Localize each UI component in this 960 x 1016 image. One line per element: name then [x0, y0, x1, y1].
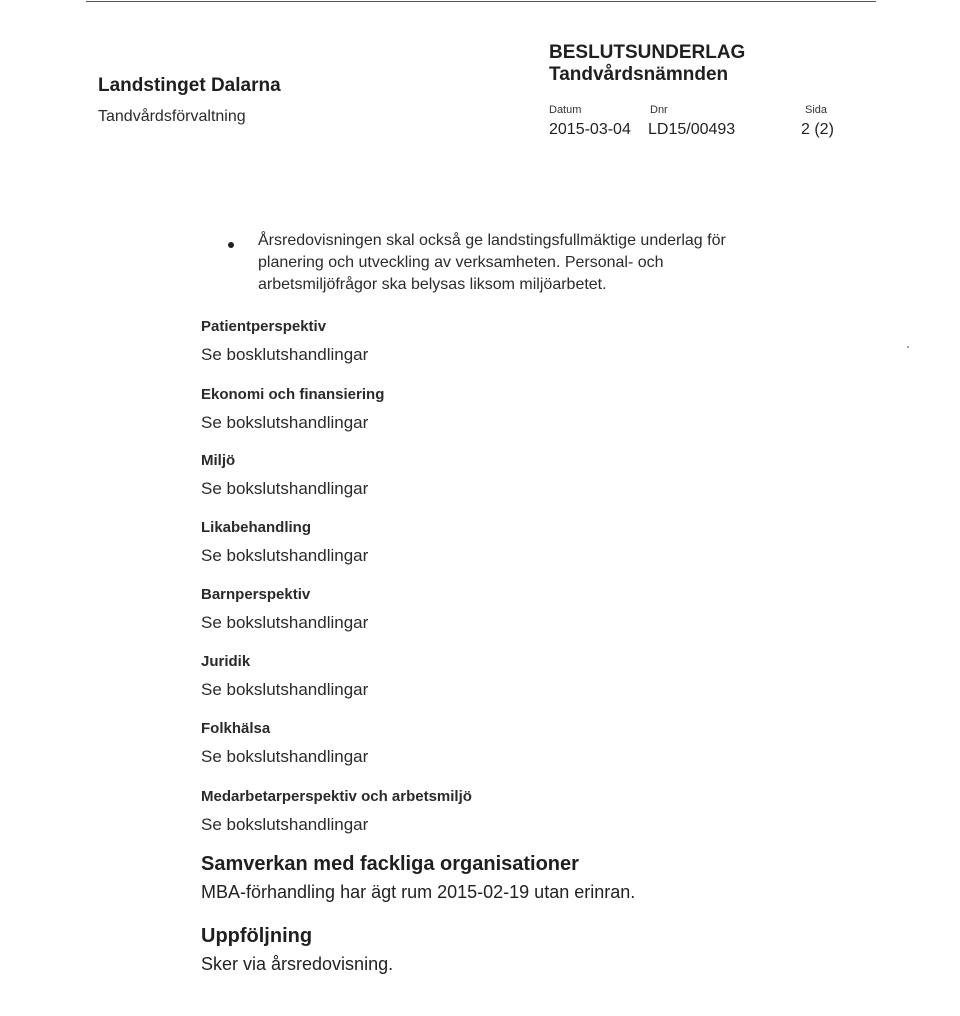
section-ekonomi	[201, 386, 384, 434]
document-heading	[549, 42, 849, 86]
committee-name: Tandvårdsnämnden	[549, 64, 729, 85]
page-label: Sida	[805, 104, 828, 116]
page-value: 2 (2)	[801, 121, 834, 138]
section-title: Medarbetarperspektiv och arbetsmiljö	[201, 788, 472, 805]
section-body: Se bokslutshandlingar	[201, 747, 369, 766]
document-type: BESLUTSUNDERLAG	[549, 42, 746, 63]
section-folkhalsa	[201, 720, 368, 768]
samverkan-body: MBA-förhandling har ägt rum 2015-02-19 utan erinran.	[201, 882, 636, 902]
section-body: Se bokslutshandlingar	[201, 413, 369, 432]
section-medarbetarperspektiv	[201, 788, 472, 836]
bullet-line-1: Årsredovisningen skal också ge landstingsfullmäktige underlag för	[258, 232, 726, 249]
date-label: Datum	[549, 104, 582, 116]
section-title: Juridik	[201, 653, 251, 670]
section-barnperspektiv	[201, 586, 368, 634]
uppfoljning-body: Sker via årsredovisning.	[201, 954, 394, 974]
section-body: Se bokslutshandlingar	[201, 479, 369, 498]
section-juridik	[201, 653, 368, 701]
section-body: Se bokslutshandlingar	[201, 613, 369, 632]
samverkan-heading: Samverkan med fackliga organisationer	[201, 853, 579, 875]
section-title: Likabehandling	[201, 519, 312, 536]
section-title: Patientperspektiv	[201, 318, 327, 335]
section-body: Se bokslutshandlingar	[201, 680, 369, 699]
section-title: Barnperspektiv	[201, 586, 311, 603]
date-value: 2015-03-04	[549, 121, 631, 138]
bullet-line-3: arbetsmiljöfrågor ska belysas liksom miljöarbetet.	[258, 276, 607, 293]
section-body: Se bosklutshandlingar	[201, 345, 369, 364]
reference-value: LD15/00493	[648, 121, 736, 138]
section-uppfoljning	[201, 924, 393, 975]
reference-label: Dnr	[650, 104, 668, 116]
bullet-paragraph	[228, 230, 828, 296]
uppfoljning-heading: Uppföljning	[201, 925, 313, 947]
top-rule	[86, 1, 876, 2]
bullet-icon	[228, 242, 234, 248]
department-name: Tandvårdsförvaltning	[98, 108, 246, 125]
bullet-line-2: planering och utveckling av verksamheten. Personal- och	[258, 254, 664, 271]
section-title: Miljö	[201, 452, 236, 469]
section-likabehandling	[201, 519, 368, 567]
section-miljo	[201, 452, 368, 500]
scan-speck	[907, 346, 909, 348]
section-samverkan	[201, 852, 635, 903]
section-body: Se bokslutshandlingar	[201, 815, 369, 834]
section-body: Se bokslutshandlingar	[201, 546, 369, 565]
org-name: Landstinget Dalarna	[98, 75, 281, 96]
section-title: Ekonomi och finansiering	[201, 386, 385, 403]
organization-block	[98, 75, 281, 127]
section-patientperspektiv	[201, 318, 368, 366]
section-title: Folkhälsa	[201, 720, 271, 737]
